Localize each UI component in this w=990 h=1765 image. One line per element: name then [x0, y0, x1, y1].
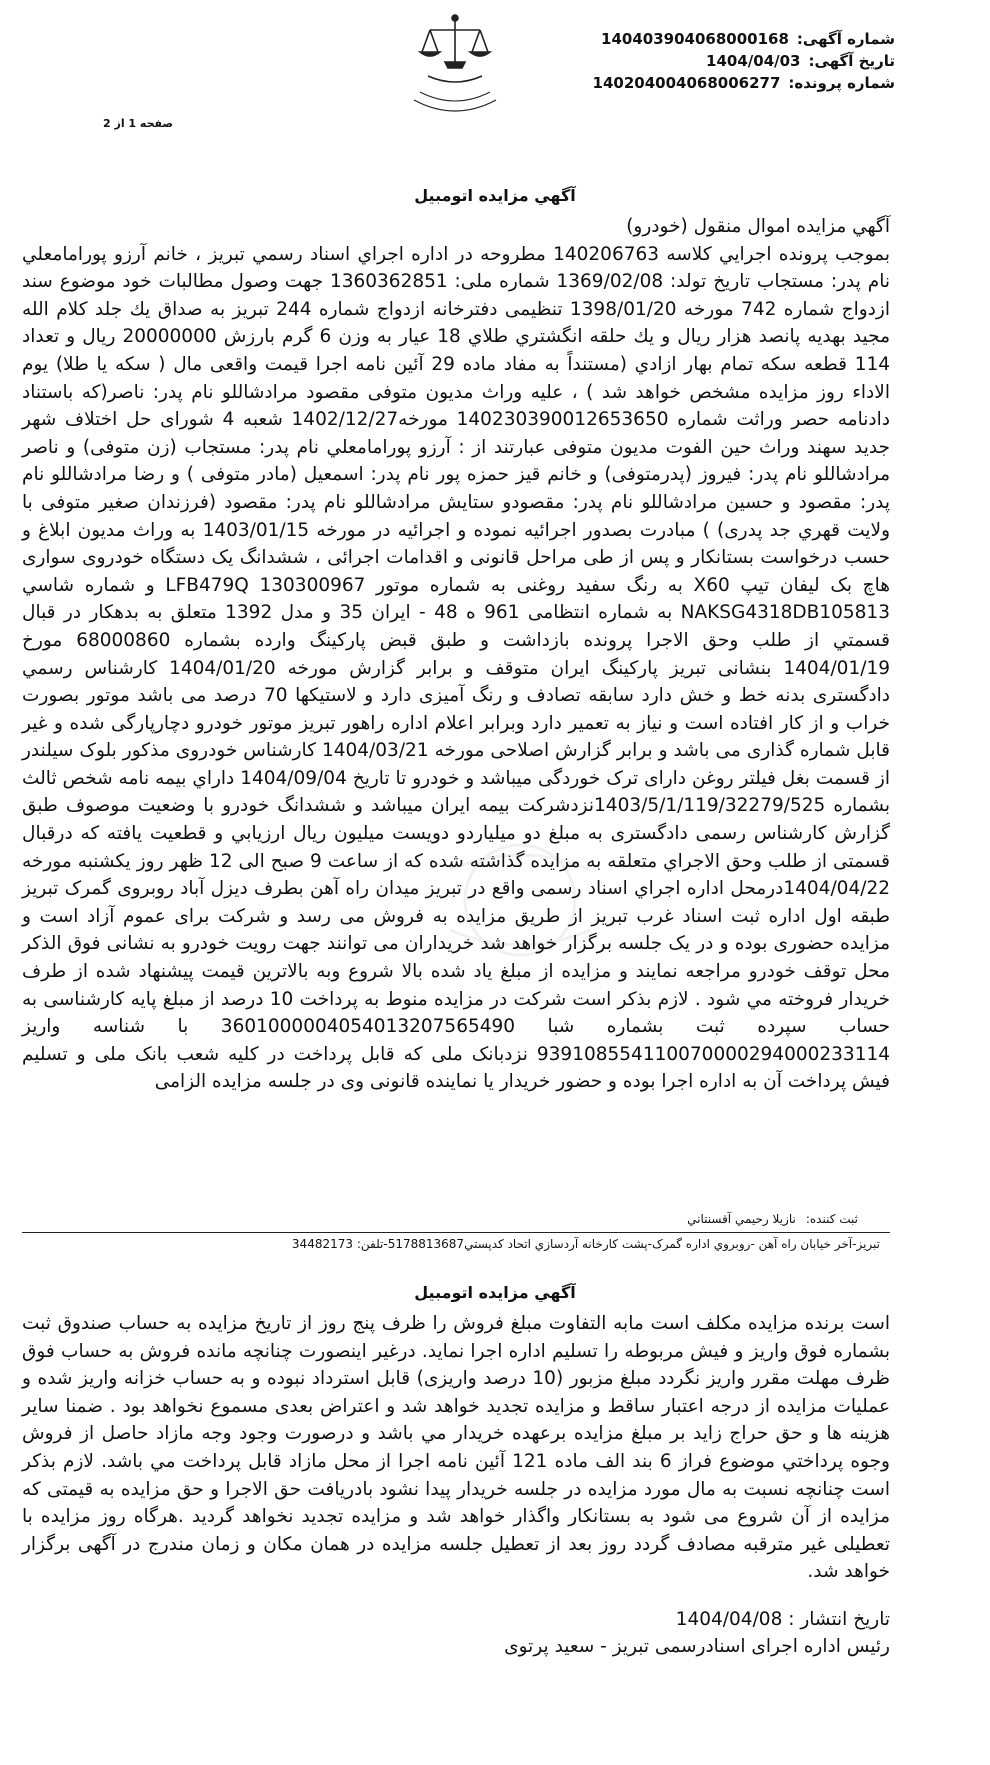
publish-date: 1404/04/08 — [675, 1609, 783, 1630]
ad-number-label: شماره آگهی: — [796, 30, 895, 48]
ad-meta — [535, 28, 895, 94]
case-number-label: شماره پرونده: — [788, 74, 895, 92]
notice-lead: آگهي مزايده اموال منقول (خودرو) — [626, 216, 890, 237]
notice-body-1 — [22, 213, 890, 1096]
ad-date-row — [535, 50, 895, 72]
signer-name: نازيلا رحيمي آقسنتاني — [687, 1212, 796, 1226]
notice-title-2: آگهي مزايده اتومبيل — [414, 1283, 576, 1302]
office-address — [292, 1237, 880, 1251]
ad-date-label: تاریخ آگهی: — [808, 52, 895, 70]
head-signature: رئيس اداره اجرای اسنادرسمی تبريز - سعيد پرتوی — [504, 1636, 890, 1657]
ad-date: 1404/04/03 — [706, 52, 801, 70]
ad-number: 140403904068000168 — [601, 30, 789, 48]
ad-number-row — [535, 28, 895, 50]
notice-body-2: است برنده مزايده مكلف است مابه التفاوت مبلغ فروش را ظرف پنج روز از تاريخ مزايده به حساب صندوق ثبت بشماره فوق واريز و فيش مربوطه را تسليم اداره اجرا نمايد. درغير اينصورت چنانچه مانده فروش به حساب فوق ظرف مهلت مقرر واريز نگردد مبلغ مزبور (10 درصد واريزی) قابل استرداد نبوده و به حساب خزانه واريز شده و عمليات مزايده از درجه اعتبار ساقط و مزايده تجديد خواهد شد و اعتراض بعدی مسموع نخواهد بود . ضمنا ساير هزينه ها و حق حراج زايد بر مبلغ مزايده برعهده خريدار مي باشد و درصورت وجود وجه مازاد حاصل از فروش وجوه پرداختي موضوع فراز 6 بند الف ماده 121 آئين نامه اجرا از محل مازاد قابل پرداخت مي باشد. لازم بذكر است چنانچه نسبت به مال مورد مزايده در جلسه خريدار پيدا نشود بادريافت حق الاجرا و حق مزايده به قيمتی كه مزايده از آن شروع می شود به بستانكار واگذار خواهد شد و مزايده تجديد نخواهد گرديد .هرگاه روز مزايده با تعطيلی غير مترقبه مصادف گردد روز بعد از تعطيل جلسه مزايده در همان مكان و زمان مندرج در آگهی برگزار خواهد شد. — [22, 1313, 890, 1583]
signer-line — [687, 1212, 858, 1226]
divider — [22, 1232, 890, 1233]
address-text: تبريز-آخر خيابان راه آهن -روبروي اداره گمرک-پشت كارخانه آردسازي اتحاد كدپستي5178813687-تلفن: — [356, 1237, 880, 1251]
judiciary-emblem-icon — [390, 10, 520, 125]
publish-date-line — [676, 1609, 890, 1630]
publish-date-label: تاريخ انتشار : — [788, 1609, 890, 1630]
phone-number: 34482173 — [291, 1237, 353, 1251]
case-number: 140204004068006277 — [592, 74, 781, 92]
page-indicator: صفحه 1 از 2 — [103, 117, 174, 130]
signer-label: ثبت كننده: — [805, 1212, 858, 1226]
notice-paragraph-1: بموجب پرونده اجرايي كلاسه 140206763 مطروحه در اداره اجراي اسناد رسمي تبريز ، خانم آرزو پورامامعلي نام پدر: مستجاب تاريخ تولد: 1369/02/08 شماره ملی: 1360362851 جهت وصول مطالبات خود موضوع سند ازدواج شماره 742 مورخه 1398/01/20 تنظيمی دفترخانه ازدواج شماره 244 تبريز به صداق يك جلد كلام الله مجيد بهديه پانصد هزار ريال و يك حلقه انگشتري طلاي 18 عيار به وزن 6 گرم بارزش 20000000 ريال و تعداد 114 قطعه سكه تمام بهار ازادي (مستنداً به مفاد ماده 29 آئين نامه اجرا قيمت واقعی مال ( سكه يا طلا) يوم الاداء روز مزايده مشخص خواهد شد ) ، عليه وراث مديون متوفی مقصود مرادشاللو نام پدر: ناصر(كه باستناد دادنامه حصر وراثت شماره 140230390012653650 مورخه1402/12/27 شعبه 4 شورای حل اختلاف شهر جديد سهند وراث حين الفوت مديون متوفی عبارتند از : آرزو پورامامعلي نام پدر: مستجاب (زن متوفی) و ناصر مرادشاللو نام پدر: فيروز (پدرمتوفی) و خانم قيز حمزه پور نام پدر: اسمعيل (مادر متوفی ) و رضا مرادشاللو نام پدر: مقصود و حسين مرادشاللو نام پدر: مقصودو ستايش مرادشاللو نام پدر: مقصود (فرزندان صغير متوفی با ولايت قهري جد پدری) ) مبادرت بصدور اجرائيه نموده و اجرائيه در مورخه 1403/01/15 به وراث مديون ابلاغ و حسب درخواست بستانكار و پس از طی مراحل قانونی و اقدامات اجرائی ، ششدانگ يک دستگاه خودروی سواری هاچ بک ليفان تيپ X60 به رنگ سفيد روغنی به شماره موتور LFB479Q 130300967 و شماره شاسي NAKSG4318DB105813 به شماره انتظامی 961 ه 48 - ايران 35 و مدل 1392 متعلق به بدهكار در قبال قسمتي از طلب وحق الاجرا پرونده بازداشت و طبق قبض پاركينگ وارده بشماره 68000860 مورخ 1404/01/19 بنشانی تبريز پاركينگ ايران متوقف و برابر گزارش مورخه 1404/01/20 كارشناس رسمي دادگستری بدنه خط و خش دارد سابقه تصادف و رنگ آميزی دارد و لاستيكها 70 درصد می باشد موتور بصورت خراب و از كار افتاده است و نياز به تعمير دارد وبرابر اعلام اداره راهور تبريز موتور خودرو دچارپارگی شده و غير قابل شماره گذاری می باشد و برابر گزارش اصلاحی مورخه 1404/03/21 كارشناس خودروی مذكور بلوک سيلندر از قسمت بغل فيلتر روغن دارای ترک خوردگی ميباشد و خودرو تا تاريخ 1404/09/04 داراي بيمه نامه شخص ثالث بشماره 1403/5/1/119/32279/525نزدشركت بيمه ايران ميباشد و ششدانگ خودرو با وضعيت موصوف طبق گزارش كارشناس رسمی دادگستری به مبلغ دو ميلياردو دويست ميليون ريال ارزيابي و قطعيت يافته كه درقبال قسمتی از طلب وحق الاجراي متعلقه به مزايده گذاشته شده كه از ساعت 9 صبح الی 12 ظهر روز يكشنبه مورخه 1404/04/22درمحل اداره اجراي اسناد رسمی واقع در تبريز ميدان راه آهن بطرف ديزل آباد روبروی گمرک تبريز طبقه اول اداره ثبت اسناد غرب تبريز از طريق مزايده به فروش می رسد و شركت برای عموم آزاد است و مزايده حضوری بوده و در يک جلسه برگزار خواهد شد خريداران می توانند جهت رويت خودرو به نشانی فوق الذكر محل توقف خودرو مراجعه نمايند و مزايده از مبلغ ياد شده بالا شروع وبه بالاترين قيمت پيشنهاد شده از طرف خريدار فروخته مي شود . لازم بذكر است شركت در مزايده منوط به پرداخت 10 درصد از مبلغ پايه كارشناسی به حساب سپرده ثبت بشماره شبا 360100000405401320756549​0 با شناسه واريز 939108554110070000294000233114 نزدبانک ملی كه قابل پرداخت در كليه شعب بانک ملی و تسليم فيش پرداخت آن به اداره اجرا بوده و حضور خريدار يا نماينده قانونی وی در جلسه مزايده الزامی — [22, 243, 891, 1093]
case-number-row — [535, 72, 895, 94]
notice-title-1: آگهي مزايده اتومبيل — [414, 186, 576, 205]
